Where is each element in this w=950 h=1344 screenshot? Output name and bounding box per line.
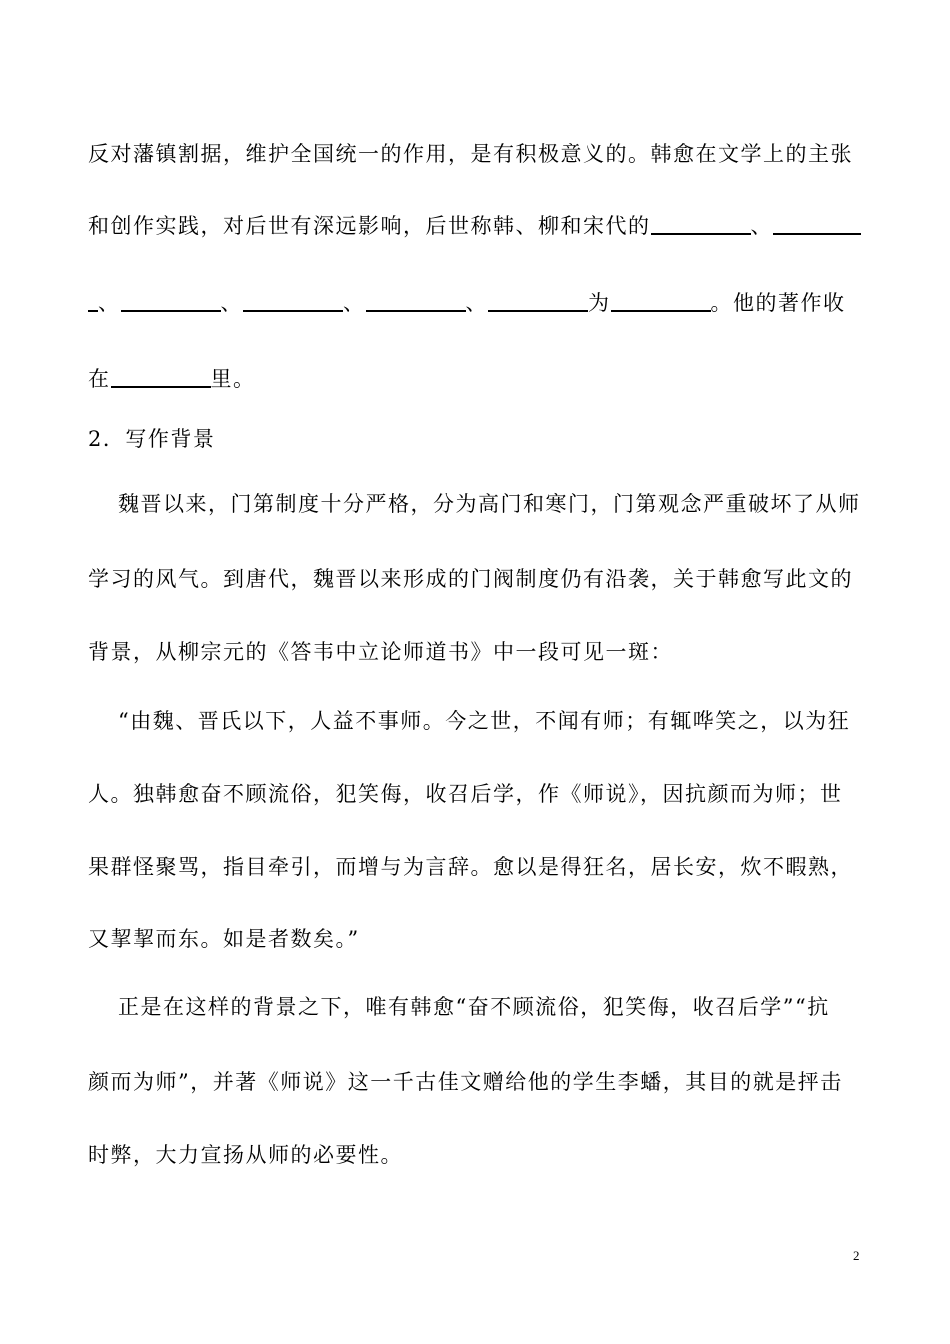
- para1-line4-pre: 在: [88, 367, 111, 391]
- quote-line4: 又挈挈而东。如是者数矣。”: [88, 927, 360, 951]
- background-p2-line3: 时弊，大力宣扬从师的必要性。: [88, 1143, 403, 1167]
- separator: 、: [750, 214, 773, 238]
- background-p2-line1: 正是在这样的背景之下，唯有韩愈“奋不顾流俗，犯笑侮，收召后学”“抗: [118, 995, 830, 1019]
- wei-text: 为: [588, 291, 611, 315]
- fill-blank-8[interactable]: [111, 366, 211, 388]
- separator: 、: [465, 291, 488, 315]
- background-p1-line1: 魏晋以来，门第制度十分严格，分为高门和寒门，门第观念严重破坏了从师: [118, 492, 861, 516]
- page-number: 2: [853, 1248, 860, 1263]
- separator: 、: [343, 291, 366, 315]
- para1-line4: [88, 365, 868, 393]
- para1-line3-end: 。他的著作收: [710, 291, 846, 315]
- fill-blank-2a[interactable]: [773, 213, 861, 235]
- section-heading: 2．写作背景: [88, 427, 216, 451]
- para1-line3: [88, 289, 868, 317]
- fill-blank-6[interactable]: [488, 290, 588, 312]
- fill-blank-1[interactable]: [651, 213, 751, 235]
- quote-line3: 果群怪聚骂，指目牵引，而增与为言辞。愈以是得狂名，居长安，炊不暇熟，: [88, 855, 853, 879]
- separator: 、: [220, 291, 243, 315]
- separator: 、: [98, 291, 121, 315]
- para1-line4-post: 里。: [210, 367, 256, 391]
- background-p2-line2: 颜而为师”，并著《师说》这一千古佳文赠给他的学生李蟠，其目的就是抨击: [88, 1070, 843, 1094]
- para1-line2: [88, 212, 868, 240]
- fill-blank-2b[interactable]: [88, 290, 98, 312]
- background-p1-line3: 背景，从柳宗元的《答韦中立论师道书》中一段可见一斑：: [88, 640, 673, 664]
- fill-blank-7[interactable]: [611, 290, 711, 312]
- fill-blank-4[interactable]: [243, 290, 343, 312]
- para1-line1: 反对藩镇割据，维护全国统一的作用，是有积极意义的。韩愈在文学上的主张: [88, 142, 853, 166]
- quote-line1: “由魏、晋氏以下，人益不事师。今之世，不闻有师；有辄哗笑之，以为狂: [118, 709, 851, 733]
- fill-blank-3[interactable]: [121, 290, 221, 312]
- background-p1-line2: 学习的风气。到唐代，魏晋以来形成的门阀制度仍有沿袭，关于韩愈写此文的: [88, 567, 853, 591]
- fill-blank-5[interactable]: [366, 290, 466, 312]
- quote-line2: 人。独韩愈奋不顾流俗，犯笑侮，收召后学，作《师说》，因抗颜而为师；世: [88, 782, 843, 806]
- para1-line2-text: 和创作实践，对后世有深远影响，后世称韩、柳和宋代的: [88, 214, 651, 238]
